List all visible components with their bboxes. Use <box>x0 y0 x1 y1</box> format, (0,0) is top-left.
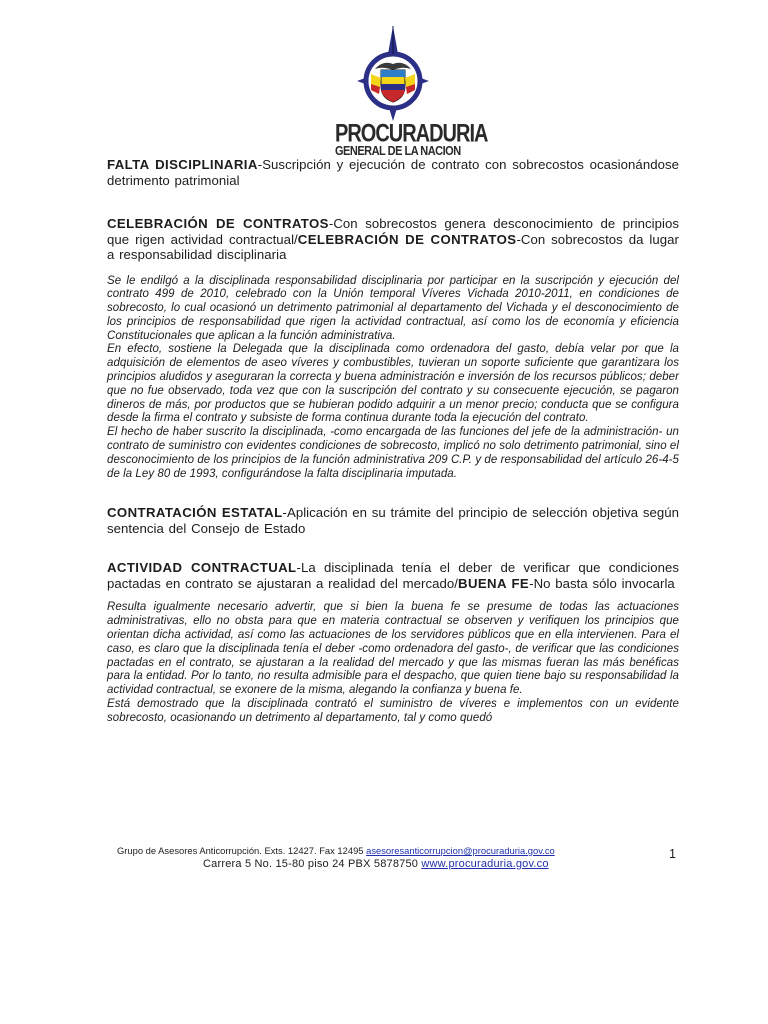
section-heading <box>107 157 679 188</box>
quoted-paragraph: El hecho de haber suscrito la disciplinada, -como encargada de las funciones del jefe de la administración- un contrato de suministro con evidentes condiciones de sobrecosto, implicó no solo detrimento patrimonial, sino el desconocimiento de los principios de la función administrativa 209 C.P. y de responsabilidad del artículo 26-4-5 de la Ley 80 de 1993, configurándose la falta disciplinaria imputada. <box>107 426 679 480</box>
heading-text: -Con sobrecostos da lugar a responsabilidad disciplinaria <box>107 231 679 262</box>
heading-text: -La disciplinada tenía el deber de verificar que condiciones pactadas en contrato se ajustaran a realidad del mercado/ <box>107 560 680 591</box>
section-heading <box>107 216 679 263</box>
heading-keyword: FALTA DISCIPLINARIA <box>107 157 258 172</box>
footer-address-line <box>203 858 549 870</box>
heading-keyword: BUENA FE <box>458 575 530 591</box>
logo-title: PROCURADURIA <box>335 120 488 148</box>
footer-website-link[interactable]: www.procuraduria.gov.co <box>421 858 549 870</box>
heading-text: -Con sobrecostos genera desconocimiento de principios que rigen actividad contractual/ <box>107 216 679 247</box>
heading-keyword: CONTRATACIÓN ESTATAL <box>107 505 283 521</box>
heading-keyword: ACTIVIDAD CONTRACTUAL <box>107 560 297 576</box>
heading-text: -Suscripción y ejecución de contrato con sobrecostos ocasionándose detrimento patrimonial <box>107 157 679 188</box>
procuraduria-logo <box>335 24 488 159</box>
heading-keyword: CELEBRACIÓN DE CONTRATOS <box>107 216 329 231</box>
page-number: 1 <box>669 847 676 861</box>
quoted-paragraph: En efecto, sostiene la Delegada que la disciplinada como ordenadora del gasto, debía velar por que la adquisición de elementos de aseo víveres y combustibles, tuvieran un soporte suficiente que garantizara los principios aludidos y aseguraran la correcta y buena administración e inversión de los recursos públicos; deber que no fue observado, toda vez que con la suscripción del contrato y su consecuente ejecución, se pagaron dineros de más, por productos que se hubieran podido adquirir a un menor precio; conducta que se configura desde la firma el contrato y subsiste de forma continua durante toda la ejecución del contrato. <box>107 343 679 425</box>
quoted-paragraph: Está demostrado que la disciplinada contrató el suministro de víveres e implementos con un evidente sobrecosto, ocasionando un detrimento al departamento, tal y como quedó <box>107 698 679 724</box>
coat-of-arms-emblem <box>335 24 451 122</box>
logo-subtitle: GENERAL DE LA NACION <box>335 144 461 159</box>
section-heading <box>107 560 679 591</box>
footer-address-text: Carrera 5 No. 15-80 piso 24 PBX 5878750 <box>203 858 422 870</box>
footer-group-text: Grupo de Asesores Anticorrupción. Exts. 12427. Fax 12495 <box>117 845 367 856</box>
footer-email-link[interactable]: asesoresanticorrupcion@procuraduria.gov.co <box>366 845 555 856</box>
heading-keyword: CELEBRACIÓN DE CONTRATOS <box>297 231 517 247</box>
document-body <box>107 157 679 726</box>
section-heading <box>107 505 679 536</box>
footer-contact-line <box>117 845 555 856</box>
heading-text: -No basta sólo invocarla <box>529 575 675 591</box>
quoted-paragraph: Se le endilgó a la disciplinada responsabilidad disciplinaria por participar en la suscripción y ejecución del contrato 499 de 2010, celebrado con la Unión temporal Víveres Vichada 2010-2011, en condiciones de sobrecosto, lo cual ocasionó un detrimento patrimonial al departamento del Vichada y el desconocimiento de los principios de responsabilidad que rigen la actividad contractual, así como los de economía y eficiencia Constitucionales que aplican a la función administrativa. <box>107 274 679 342</box>
heading-text: -Aplicación en su trámite del principio de selección objetiva según sentencia del Consejo de Estado <box>107 505 679 536</box>
quoted-paragraph: Resulta igualmente necesario advertir, que si bien la buena fe se presume de todas las actuaciones administrativas, ello no obsta para que en materia contractual se observen y verifiquen los principios que orientan dicha actividad, así como las actuaciones de los servidores públicos que en ella intervienen. Para el caso, es claro que la disciplinada tenía el deber -como ordenadora del gasto-, de verificar que las condiciones pactadas en el contrato, se ajustaran a la realidad del mercado y que las mismas fueran las más benéficas para la entidad. Por lo tanto, no resulta admisible para el despacho, que quien tiene bajo su responsabilidad la actividad contractual, se exonere de la misma, alegando la confianza y buena fe. <box>107 601 679 697</box>
